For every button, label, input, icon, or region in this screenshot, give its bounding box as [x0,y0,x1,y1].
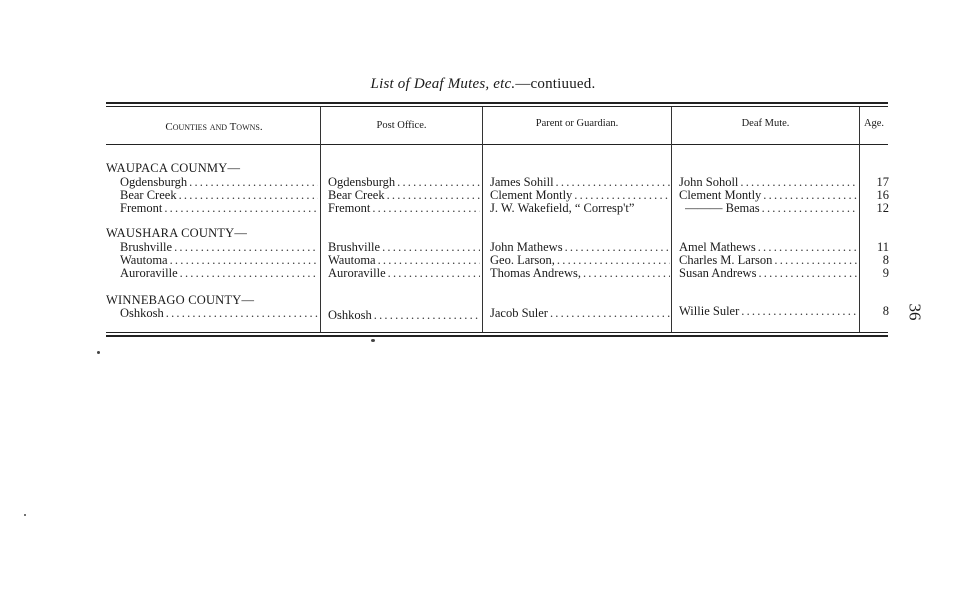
leader-dots [565,241,670,254]
scan-speck [371,339,375,342]
town-name: Bear Creek [120,189,177,202]
parent-cell [490,189,670,202]
leader-dots [388,267,480,280]
title-continued: —contiuued. [515,76,596,92]
deaf-mute-name: Amel Mathews [679,241,756,254]
parent-cell [490,307,670,320]
leader-dots [557,254,670,267]
leader-dots [774,254,858,267]
town-cell [120,241,318,254]
leader-dots [174,241,318,254]
parent-name: J. W. Wakefield, “ Corresp't” [490,202,635,215]
age-value: 17 [876,175,889,189]
deaf-mute-cell [679,254,858,267]
bottom-rule-thin [106,332,888,333]
town-name: Oshkosh [120,307,164,320]
column-divider [320,107,321,332]
leader-dots [378,254,480,267]
leader-dots [179,189,318,202]
header-post-office: Post Office. [376,120,427,131]
title-italic: List of Deaf Mutes, etc. [370,76,516,92]
leader-dots [763,189,858,202]
town-name: Fremont [120,202,163,215]
deaf-mute-cell [679,176,858,189]
parent-name: James Sohill [490,176,554,189]
post-office-name: Ogdensburgh [328,176,396,189]
age-value: 16 [876,188,889,202]
leader-dots [397,176,480,189]
deaf-mute-name: ——— Bemas [685,202,760,215]
town-name: Brushville [120,241,173,254]
deaf-mute-cell [685,202,858,215]
page-number: 36 [905,303,925,321]
deaf-mute-name: Charles M. Larson [679,254,773,267]
leader-dots [374,309,480,322]
parent-name: Clement Montly [490,189,573,202]
header-counties: Counties and Towns. [165,121,263,133]
post-office-cell [328,241,480,254]
town-cell [120,176,318,189]
leader-dots [550,307,670,320]
leader-dots [758,267,858,280]
post-office-cell [328,267,480,280]
post-office-name: Fremont [328,202,371,215]
age-value: 8 [882,304,889,318]
leader-dots [574,189,670,202]
parent-name: Geo. Larson, [490,254,555,267]
page-title [0,76,966,93]
post-office-cell [328,176,480,189]
parent-name: Thomas Andrews, [490,267,581,280]
parent-name: Jacob Suler [490,307,548,320]
age-value: 9 [882,266,889,280]
town-name: Ogdensburgh [120,176,188,189]
parent-cell [490,254,670,267]
age-value: 12 [876,201,889,215]
county-heading: WAUPACA COUNMY— [106,161,241,175]
scan-speck [97,351,100,354]
post-office-name: Brushville [328,241,381,254]
parent-cell [490,267,670,280]
deaf-mute-cell [679,189,858,202]
leader-dots [758,241,858,254]
parent-cell [490,202,670,215]
deaf-mute-name: John Soholl [679,176,739,189]
header-deaf-mute: Deaf Mute. [741,118,790,129]
deaf-mute-cell [679,267,858,280]
top-rule-thick [106,102,888,104]
top-rule-thin [106,106,888,107]
town-name: Wautoma [120,254,168,267]
header-rule [106,144,888,145]
column-divider [482,107,483,332]
column-divider [859,107,860,332]
leader-dots [583,267,670,280]
scan-speck [24,514,26,516]
header-age: Age. [863,118,885,129]
post-office-name: Auroraville [328,267,386,280]
leader-dots [166,307,318,320]
header-parent: Parent or Guardian. [535,118,619,129]
county-heading: WINNEBAGO COUNTY— [106,293,255,307]
town-cell [120,254,318,267]
leader-dots [762,202,858,215]
town-cell [120,307,318,320]
leader-dots [741,305,858,318]
deaf-mute-cell [679,305,858,318]
leader-dots [189,176,318,189]
town-cell [120,267,318,280]
post-office-cell [328,254,480,267]
county-heading: WAUSHARA COUNTY— [106,226,248,240]
deaf-mute-cell [679,241,858,254]
post-office-cell [328,309,480,322]
age-value: 11 [876,240,889,254]
deaf-mute-name: Clement Montly [679,189,762,202]
town-cell [120,189,318,202]
town-name: Auroraville [120,267,178,280]
leader-dots [740,176,858,189]
post-office-cell [328,189,480,202]
leader-dots [164,202,318,215]
deaf-mute-name: Willie Suler [679,305,740,318]
leader-dots [180,267,318,280]
leader-dots [556,176,670,189]
leader-dots [372,202,480,215]
post-office-cell [328,202,480,215]
parent-cell [490,176,670,189]
parent-name: John Mathews [490,241,563,254]
leader-dots [387,189,480,202]
town-cell [120,202,318,215]
post-office-name: Bear Creek [328,189,385,202]
bottom-rule-thick [106,335,888,337]
column-divider [671,107,672,332]
parent-cell [490,241,670,254]
leader-dots [382,241,480,254]
post-office-name: Wautoma [328,254,376,267]
deaf-mute-name: Susan Andrews [679,267,757,280]
post-office-name: Oshkosh [328,309,372,322]
age-value: 8 [882,253,889,267]
leader-dots [170,254,318,267]
